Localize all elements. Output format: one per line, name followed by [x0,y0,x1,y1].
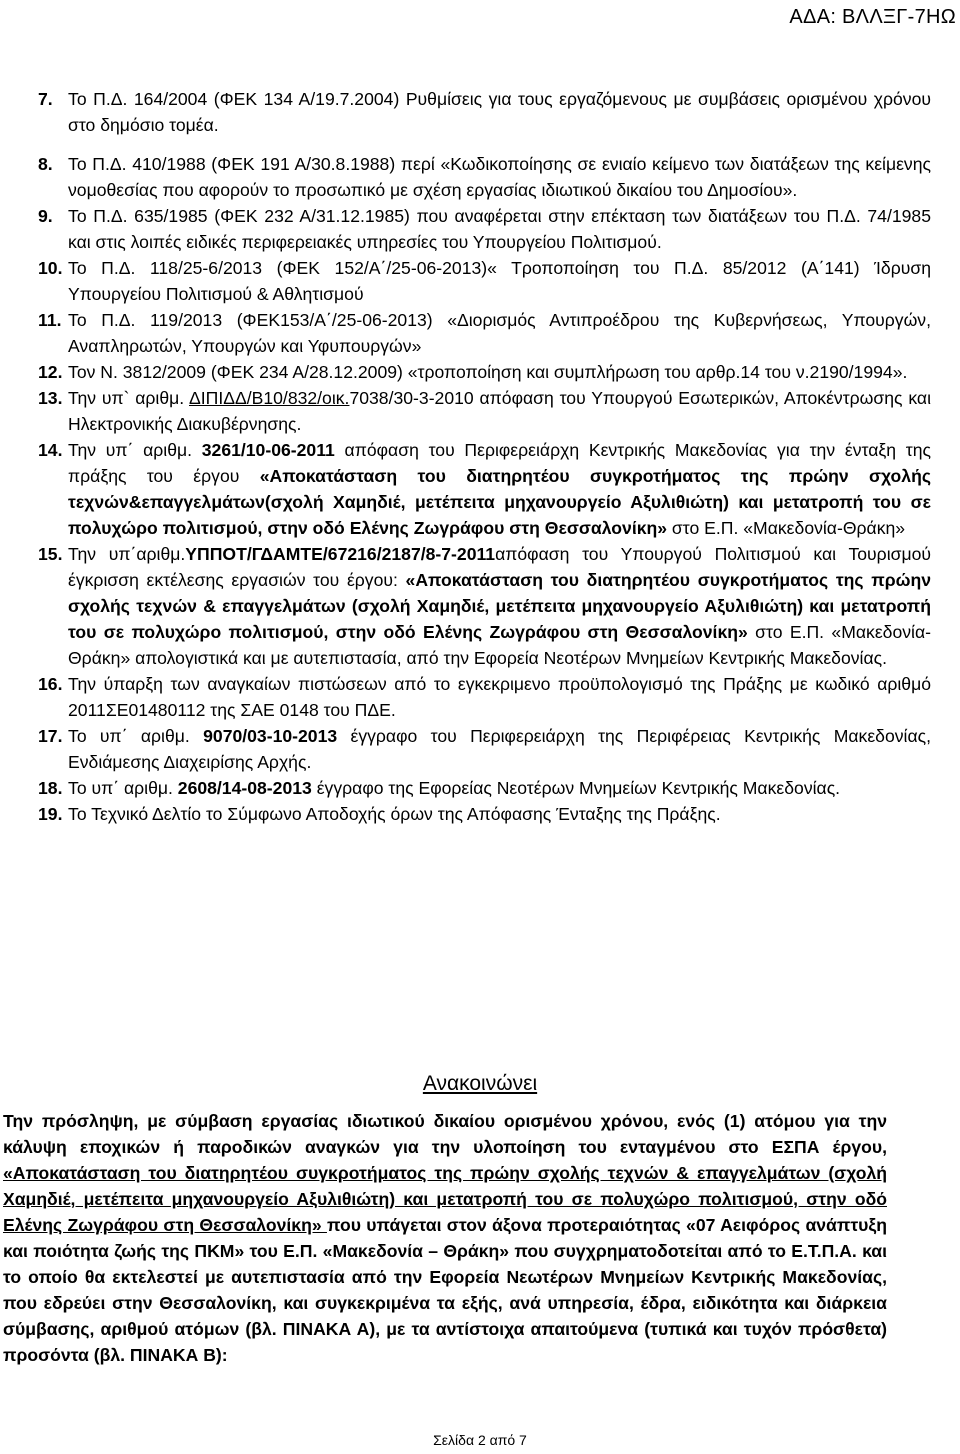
item-text [68,385,931,437]
item-number: 16. [38,674,63,694]
text-part: Την πρόσληψη, με σύμβαση εργασίας ιδιωτικού δικαίου ορισμένου χρόνου, ενός (1) ατόμου για την κάλυψη εποχικών ή παροδικών αναγκών για την υλοποίηση του ενταγμένου στο ΕΣΠΑ έργου, [3,1111,887,1157]
item-text: Το Π.Δ. 164/2004 (ΦΕΚ 134 Α/19.7.2004) Ρυθμίσεις για τους εργαζόμενους με συμβάσεις ορισμένου χρόνου στο δημόσιο τομέα. [68,89,931,135]
decision-reference: 3261/10-06-2011 [201,440,335,460]
item-text: Τον Ν. 3812/2009 (ΦΕΚ 234 Α/28.12.2009) «τροποποίηση και συμπλήρωση του αρθρ.14 του ν.2190/1994». [68,362,908,382]
decision-reference: ΥΠΠΟΤ/ΓΔΑΜΤΕ/67216/2187/8-7-2011 [185,544,496,564]
section-heading: Ανακοινώνει [422,1072,538,1095]
text-part: Την υπ΄ αριθμ. [68,440,202,460]
item-text: Το Π.Δ. 119/2013 (ΦΕΚ153/Α΄/25-06-2013) «Διορισμός Αντιπροέδρου της Κυβερνήσεως, Υπουργών, Αναπληρωτών, Υπουργών και Υφυπουργών» [68,310,931,356]
text-part: Την υπ` αριθμ. [68,388,189,408]
item-number: 15. [38,544,63,564]
item-text [68,775,931,801]
text-part: έγγραφο της Εφορείας Νεοτέρων Μνημείων Κεντρικής Μακεδονίας. [311,778,841,798]
item-text [68,723,931,775]
project-title-underlined: «Αποκατάσταση του διατηρητέου συγκροτήματος της πρώην σχολής τεχνών & επαγγελμάτων (σχολή Χαμηδιέ, μετέπειτα μηχανουργείο Αξυλιθιώτη) και μετατροπή του σε πολυχώρο πολιτισμού, στην οδό Ελένης Ζωγράφου στη Θεσσαλονίκη» [3,1163,887,1235]
item-text: Το Π.Δ. 118/25-6/2013 (ΦΕΚ 152/Α΄/25-06-2013)« Τροποποίηση του Π.Δ. 85/2012 (Α΄141) Ίδρυση Υπουργείου Πολιτισμού & Αθλητισμού [68,258,931,304]
item-text [68,541,931,671]
text-part: στο Ε.Π. «Μακεδονία-Θράκη» απολογιστικά και με αυτεπιστασία, από την Εφορεία Νεοτέρων Μνημείων Κεντρικής Μακεδονίας. [68,622,931,668]
page-number: Σελίδα 2 από 7 [433,1432,527,1448]
text-part: Την υπ΄αριθμ. [68,544,186,564]
text-part: 7038/30-3-2010 απόφαση του Υπουργού Εσωτερικών, Αποκέντρωσης και Ηλεκτρονικής Διακυβέρνησης. [68,388,931,434]
item-text [68,437,931,541]
item-number: 11. [38,310,62,330]
list-item [38,775,931,801]
item-text: Το Π.Δ. 635/1985 (ΦΕΚ 232 Α/31.12.1985) που αναφέρεται στην επέκταση των διατάξεων του Π.Δ. 74/1985 και στις λοιπές ειδικές περιφερειακές υπηρεσίες του Υπουργείου Πολιτισμού. [68,206,931,252]
list-item [38,86,931,138]
list-item [38,151,931,203]
decision-reference-link: ΔΙΠΙΔΔ/Β10/832/οικ. [189,388,350,408]
list-item [38,671,931,723]
project-title: «Αποκατάσταση του διατηρητέου συγκροτήματος της πρώην σχολής τεχνών&επαγγελμάτων(σχολή Χαμηδιέ, μετέπειτα μηχανουργείο Αξυλιθιώτη) και μετατροπή του σε πολυχώρο πολιτισμού, στην οδό Ελένης Ζωγράφου στη Θεσσαλονίκη» [68,466,931,538]
list-item [38,359,931,385]
list-item [38,203,931,255]
item-number: 19. [38,804,63,824]
list-item [38,723,931,775]
text-part: έγγραφο του Περιφερειάρχη της Περιφέρειας Κεντρικής Μακεδονίας, Ενδιάμεσης Διαχειρίσης Αρχής. [68,726,932,772]
item-number: 17. [38,726,63,746]
ada-code: ΑΔΑ: ΒΛΛΞΓ-7ΗΩ [789,6,956,28]
item-text: Την ύπαρξη των αναγκαίων πιστώσεων από το εγκεκριμενο προϋπολογισμό της Πράξης με κωδικό αριθμό 2011ΣΕ01480112 της ΣΑΕ 0148 του ΠΔΕ. [68,674,931,720]
item-number: 12. [38,362,63,382]
item-text: Το Τεχνικό Δελτίο το Σύμφωνο Αποδοχής όρων της Απόφασης Ένταξης της Πράξης. [68,804,721,824]
legal-basis-list [38,86,931,827]
text-part: Το υπ΄ αριθμ. [68,778,178,798]
item-number: 10. [38,258,63,278]
item-number: 8. [38,154,53,174]
project-title: «Αποκατάσταση του διατηρητέου συγκροτήματος της πρώην σχολής τεχνών & επαγγελμάτων (σχολή Χαμηδιέ, μετέπειτα μηχανουργείο Αξυλιθιώτη) και μετατροπή του σε πολυχώρο πολιτισμού, στην οδό Ελένης Ζωγράφου στη Θεσσαλονίκη» [68,570,931,642]
item-number: 13. [38,388,63,408]
announcement-paragraph [3,1108,887,1368]
document-reference: 2608/14-08-2013 [177,778,312,798]
text-part: που υπάγεται στον άξονα προτεραιότητας «07 Αειφόρος ανάπτυξη και ποιότητα ζωής της ΠΚΜ» του Ε.Π. «Μακεδονία – Θράκη» που συγχρηματοδοτείται από το Ε.Τ.Π.Α. και το οποίο θα εκτελεστεί με αυτεπιστασία από την Εφορεία Νεωτέρων Μνημείων Κεντρικής Μακεδονίας, που εδρεύει στην Θεσσαλονίκη, και συγκεκριμένα τα εξής, ανά υπηρεσία, έδρα, ειδικότητα και διάρκεια σύμβασης, αριθμού ατόμων (βλ. ΠΙΝΑΚΑ Α), με τα αντίστοιχα απαιτούμενα (τυπικά και τυχόν πρόσθετα) προσόντα (βλ. ΠΙΝΑΚΑ Β): [3,1215,887,1365]
item-number: 9. [38,206,53,226]
list-item [38,801,931,827]
list-item [38,437,931,541]
item-number: 18. [38,778,63,798]
text-part: απόφαση του Υπουργού Πολιτισμού και Τουρισμού έγκρισση εκτέλεσης εργασιών του έργου: [68,544,932,590]
list-item [38,307,931,359]
list-item [38,541,931,671]
item-text: Το Π.Δ. 410/1988 (ΦΕΚ 191 Α/30.8.1988) περί «Κωδικοποίησης σε ενιαίο κείμενο των διατάξεων της κείμενης νομοθεσίας που αφορούν το προσωπικό με σχέση εργασίας ιδιωτικού δικαίου του Δημοσίου». [68,154,931,200]
text-part: στο Ε.Π. «Μακεδονία-Θράκη» [667,518,906,538]
item-number: 14. [38,440,63,460]
item-number: 7. [38,89,53,109]
text-part: Το υπ΄ αριθμ. [68,726,204,746]
list-item [38,385,931,437]
document-reference: 9070/03-10-2013 [203,726,338,746]
list-item [38,255,931,307]
text-part: απόφαση του Περιφερειάρχη Κεντρικής Μακεδονίας για την ένταξη της πράξης του έργου [68,440,931,486]
